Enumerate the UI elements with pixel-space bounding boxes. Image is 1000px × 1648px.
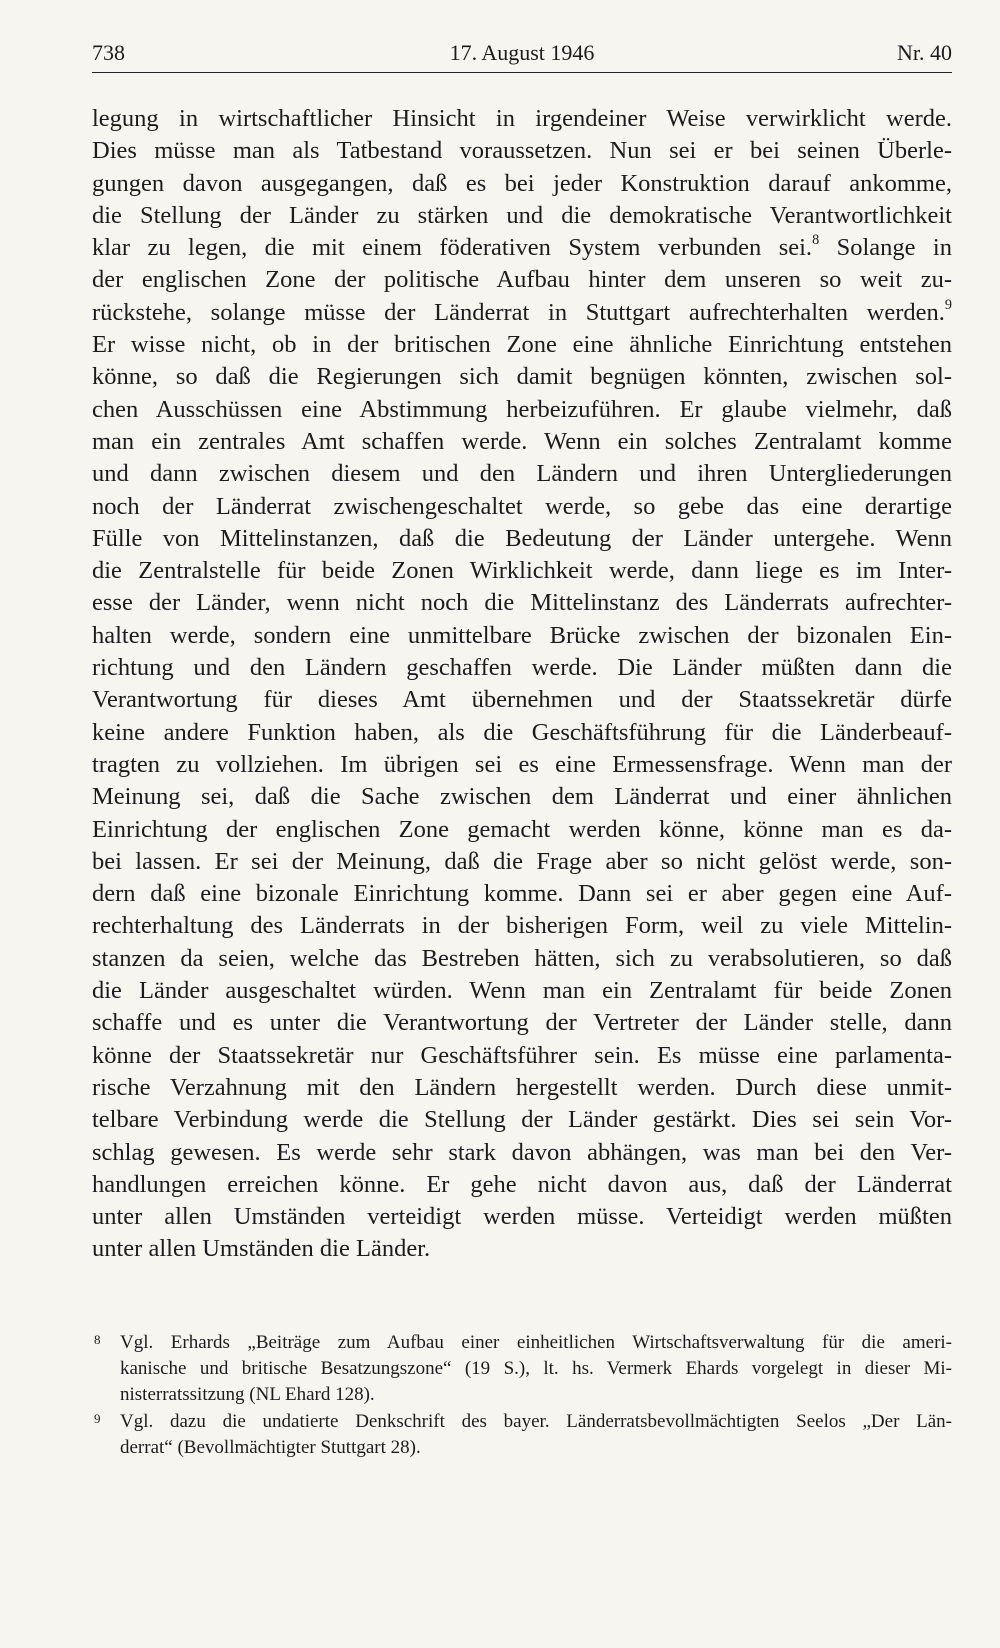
footnotes — [92, 1330, 952, 1462]
text-line: die Stellung der Länder zu stärken und die demokratische Verantwortlichkeit — [92, 201, 952, 229]
body-text — [92, 103, 952, 1266]
text-line: unter allen Umständen die Länder. — [92, 1235, 431, 1263]
header-rule — [92, 72, 952, 73]
text-line: telbare Verbindung werde die Stellung der Länder gestärkt. Dies sei sein Vor- — [92, 1106, 952, 1134]
text-line: handlungen erreichen könne. Er gehe nicht davon aus, daß der Länderrat — [92, 1170, 952, 1198]
text-segment: klar zu legen, die mit einem föderativen System verbunden sei. — [92, 234, 813, 262]
text-line: Dies müsse man als Tatbestand voraussetzen. Nun sei er bei seinen Überle- — [92, 137, 952, 165]
text-line: schlag gewesen. Es werde sehr stark davon abhängen, was man bei den Ver- — [92, 1138, 952, 1166]
text-line: man ein zentrales Amt schaffen werde. Wenn ein solches Zentralamt komme — [92, 427, 952, 455]
text-line: chen Ausschüssen eine Abstimmung herbeizuführen. Er glaube vielmehr, daß — [92, 395, 952, 423]
text-line: tragten zu vollziehen. Im übrigen sei es eine Ermessensfrage. Wenn man der — [92, 750, 952, 778]
footnote-reference[interactable]: 9 — [944, 296, 952, 313]
text-segment: Solange in — [819, 234, 952, 262]
text-line: Einrichtung der englischen Zone gemacht werden könne, könne man es da- — [92, 815, 952, 843]
text-line: Er wisse nicht, ob in der britischen Zone eine ähnliche Einrichtung entstehen — [92, 331, 952, 359]
text-line — [92, 232, 952, 264]
text-segment: rückstehe, solange müsse der Länderrat in Stuttgart aufrechterhalten werden. — [92, 298, 945, 326]
text-line: halten werde, sondern eine unmittelbare Brücke zwischen der bizonalen Ein- — [92, 621, 952, 649]
footnote-line: Vgl. Erhards „Beiträge zum Aufbau einer einheitlichen Wirtschaftsverwaltung für die ameri- — [120, 1332, 952, 1353]
text-line: könne, so daß die Regierungen sich damit begnügen könnten, zwischen sol- — [92, 363, 952, 391]
text-line: Meinung sei, daß die Sache zwischen dem Länderrat und einer ähnlichen — [92, 783, 952, 811]
footnote-9 — [92, 1409, 952, 1461]
header-date: 17. August 1946 — [449, 40, 595, 65]
footnote-mark: 9 — [94, 1411, 101, 1426]
text-line: bei lassen. Er sei der Meinung, daß die Frage aber so nicht gelöst werde, son- — [92, 847, 952, 875]
text-line: legung in wirtschaftlicher Hinsicht in irgendeiner Weise verwirklicht werde. — [92, 105, 952, 132]
text-line: dern daß eine bizonale Einrichtung komme. Dann sei er aber gegen eine Auf- — [92, 880, 952, 908]
text-line: Fülle von Mittelinstanzen, daß die Bedeutung der Länder untergehe. Wenn — [92, 524, 952, 552]
text-line: rische Verzahnung mit den Ländern hergestellt werden. Durch diese unmit- — [92, 1073, 952, 1101]
footnote-line: derrat“ (Bevollmächtigter Stuttgart 28). — [120, 1437, 421, 1458]
footnote-line: kanische und britische Besatzungszone“ (19 S.), lt. hs. Vermerk Ehards vorgelegt in dieser Mi- — [120, 1358, 952, 1379]
text-line: der englischen Zone der politische Aufbau hinter dem unseren so weit zu- — [92, 266, 952, 294]
text-line: rechterhaltung des Länderrats in der bisherigen Form, weil zu viele Mittelin- — [92, 912, 952, 940]
text-line: esse der Länder, wenn nicht noch die Mittelinstanz des Länderrats aufrechter- — [92, 589, 952, 617]
text-line: unter allen Umständen verteidigt werden müsse. Verteidigt werden müßten — [92, 1203, 952, 1231]
footnote-line: nisterratssitzung (NL Ehard 128). — [120, 1384, 375, 1405]
text-line: schaffe und es unter die Verantwortung der Vertreter der Länder stelle, dann — [92, 1009, 952, 1037]
running-header — [92, 40, 952, 74]
text-line: keine andere Funktion haben, als die Geschäftsführung für die Länderbeauf- — [92, 718, 952, 746]
text-line: richtung und den Ländern geschaffen werde. Die Länder müßten dann die — [92, 654, 952, 682]
text-line: stanzen da seien, welche das Bestreben hätten, sich zu verabsolutieren, so daß — [92, 944, 952, 972]
text-line: Verantwortung für dieses Amt übernehmen und der Staatssekretär dürfe — [92, 686, 952, 714]
text-line: die Zentralstelle für beide Zonen Wirklichkeit werde, dann liege es im Inter- — [92, 557, 952, 585]
document-number: Nr. 40 — [897, 40, 952, 65]
footnote-reference[interactable]: 8 — [812, 231, 820, 248]
page-number: 738 — [92, 40, 125, 65]
footnote-8 — [92, 1330, 952, 1408]
text-line — [92, 297, 952, 329]
text-line: und dann zwischen diesem und den Ländern und ihren Untergliederungen — [92, 460, 952, 488]
text-line: könne der Staatssekretär nur Geschäftsführer sein. Es müsse eine parlamenta- — [92, 1041, 952, 1069]
text-line: die Länder ausgeschaltet würden. Wenn man ein Zentralamt für beide Zonen — [92, 977, 952, 1005]
footnote-mark: 8 — [94, 1332, 101, 1347]
text-line: gungen davon ausgegangen, daß es bei jeder Konstruktion darauf ankomme, — [92, 169, 952, 197]
text-line: noch der Länderrat zwischengeschaltet werde, so gebe das eine derartige — [92, 492, 952, 520]
footnote-line: Vgl. dazu die undatierte Denkschrift des bayer. Länderratsbevollmächtigten Seelos „Der Län- — [120, 1411, 952, 1432]
